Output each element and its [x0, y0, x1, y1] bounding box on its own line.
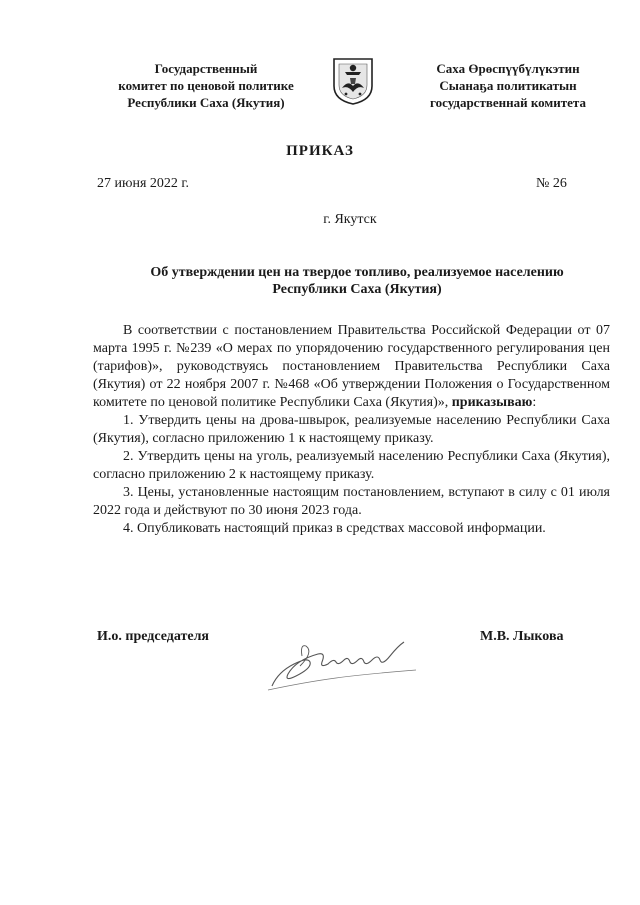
handwritten-signature	[266, 636, 426, 692]
signature-name: М.В. Лыкова	[480, 629, 564, 644]
subject-line-2: Республики Саха (Якутия)	[272, 282, 442, 297]
header-right-line-3: государственнай комитета	[430, 95, 586, 110]
header-right-line-2: Сыанаҕа политикатын	[439, 78, 577, 93]
document-body	[93, 322, 610, 538]
header-right-line-1: Саха Өрөспүүбүлүкэтин	[436, 61, 580, 76]
document-title: ПРИКАЗ	[286, 143, 354, 159]
order-item-2: 2. Утвердить цены на уголь, реализуемый населению Республики Саха (Якутия), согласно приложению 2 к настоящему приказу.	[93, 449, 610, 482]
header-right-org	[398, 60, 618, 111]
header-left-line-2: комитет по ценовой политике	[118, 78, 294, 93]
preamble-text: В соответствии с постановлением Правительства Российской Федерации от 07 марта 1995 г. №239 «О мерах по упорядочению государственного регулирования цен (тарифов)», руководствуясь постановлением Правительства Республики Саха (Якутия) от 22 ноября 2007 г. №468 «Об утверждении Положения о Государственном комитете по ценовой политике Республики Саха (Якутия)»,	[93, 323, 610, 410]
signature-role: И.о. председателя	[97, 629, 210, 644]
header-left-line-1: Государственный	[154, 61, 258, 76]
document-number: № 26	[536, 176, 567, 191]
document-subject	[96, 264, 618, 298]
preamble-paragraph	[93, 322, 610, 412]
subject-line-1: Об утверждении цен на твердое топливо, реализуемое населению	[150, 265, 564, 280]
order-item-4: 4. Опубликовать настоящий приказ в средствах массовой информации.	[123, 521, 546, 536]
coat-of-arms-icon	[331, 56, 375, 106]
order-colon: :	[532, 395, 537, 410]
header-left-org	[96, 60, 316, 111]
order-item-3: 3. Цены, установленные настоящим постановлением, вступают в силу с 01 июля 2022 года и действуют по 30 июня 2023 года.	[93, 485, 610, 518]
order-item-1: 1. Утвердить цены на дрова-швырок, реализуемые населению Республики Саха (Якутия), согласно приложению 1 к настоящему приказу.	[93, 413, 610, 446]
order-word: приказываю	[451, 395, 533, 410]
header-left-line-3: Республики Саха (Якутия)	[127, 95, 285, 110]
document-city: г. Якутск	[323, 212, 377, 227]
document-date: 27 июня 2022 г.	[97, 176, 190, 191]
